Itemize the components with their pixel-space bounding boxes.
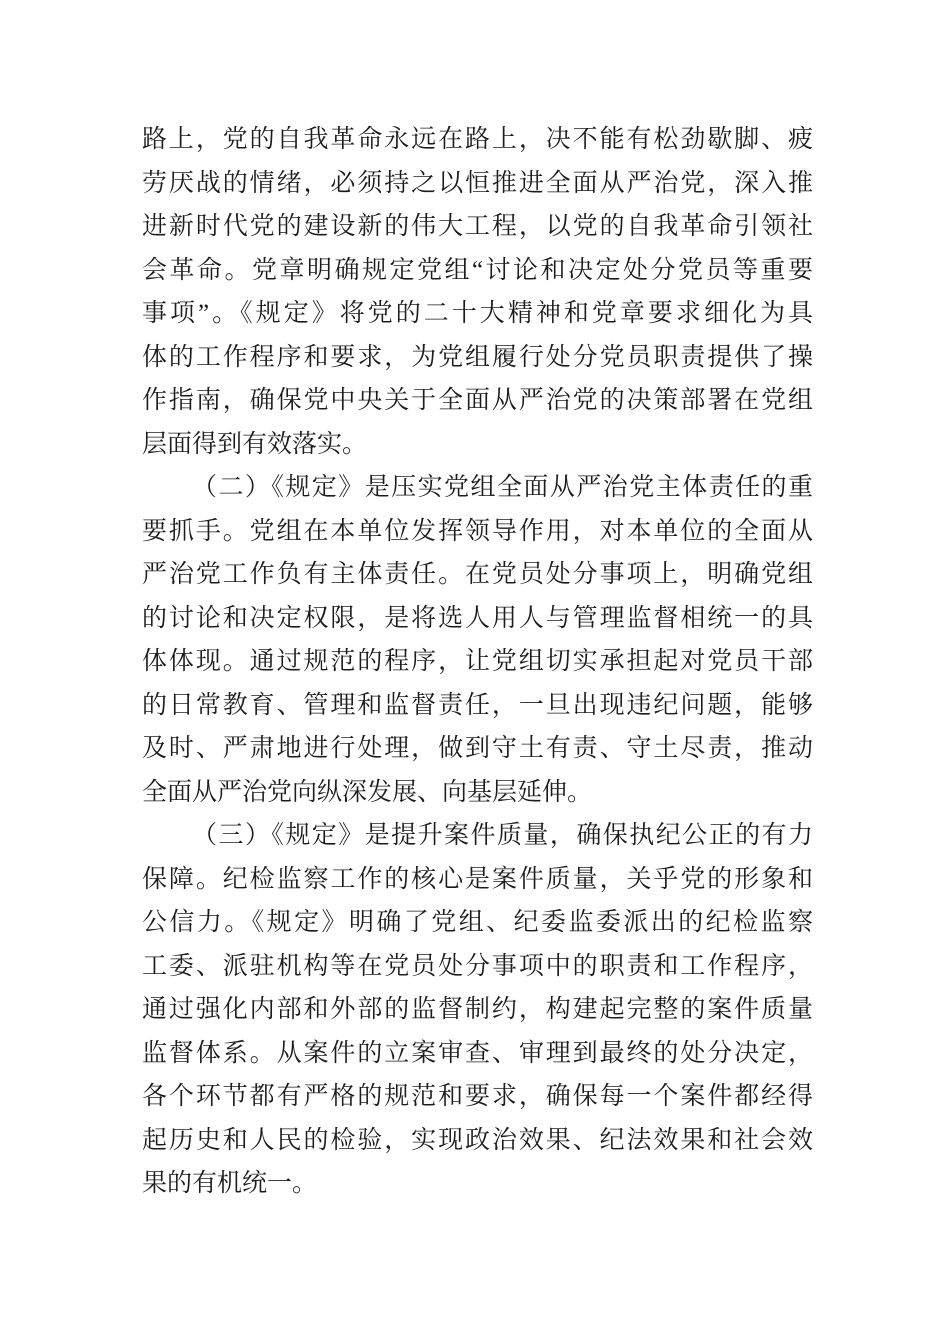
text-line: 体体现。通过规范的程序，让党组切实承担起对党员干部: [142, 648, 813, 675]
text-line: 进新时代党的建设新的伟大工程，以党的自我革命引领社: [142, 213, 813, 240]
text-line: 起历史和人民的检验，实现政治效果、纪法效果和社会效: [142, 1126, 813, 1154]
text-line: 各个环节都有严格的规范和要求，确保每一个案件都经得: [142, 1083, 813, 1110]
text-line: 作指南，确保党中央关于全面从严治党的决策部署在党组: [142, 387, 813, 414]
text-line: 保障。纪检监察工作的核心是案件质量，关乎党的形象和: [142, 865, 813, 893]
text-line: 公信力。《规定》明确了党组、纪委监委派出的纪检监察: [142, 909, 813, 936]
text-line: 严治党工作负有主体责任。在党员处分事项上，明确党组: [142, 561, 813, 588]
text-line: 监督体系。从案件的立案审查、审理到最终的处分决定，: [142, 1039, 813, 1067]
text-line: 体的工作程序和要求，为党组履行处分党员职责提供了操: [142, 343, 813, 371]
document-body: [142, 118, 813, 1206]
text-line: （二）《规定》是压实党组全面从严治党主体责任的重: [192, 474, 813, 501]
text-line: 的日常教育、管理和监督责任，一旦出现违纪问题，能够: [142, 691, 813, 719]
text-line: 劳厌战的情绪，必须持之以恒推进全面从严治党，深入推: [142, 169, 813, 197]
text-line: 全面从严治党向纵深发展、向基层延伸。: [142, 778, 593, 806]
text-line: 路上，党的自我革命永远在路上，决不能有松劲歇脚、疲: [142, 126, 813, 153]
text-line: 及时、严肃地进行处理，做到守土有责、守土尽责，推动: [142, 735, 813, 762]
paragraph-item-two: [142, 466, 813, 814]
text-line: 的讨论和决定权限，是将选人用人与管理监督相统一的具: [142, 604, 813, 632]
paragraph-item-three: [142, 814, 813, 1206]
text-line: 层面得到有效落实。: [142, 430, 368, 458]
text-line: 事项”。《规定》将党的二十大精神和党章要求细化为具: [142, 300, 813, 327]
text-line: 会革命。党章明确规定党组“讨论和决定处分党员等重要: [142, 256, 813, 284]
text-line: 通过强化内部和外部的监督制约，构建起完整的案件质量: [142, 996, 813, 1023]
text-line: （三）《规定》是提升案件质量，确保执纪公正的有力: [192, 822, 813, 849]
paragraph-continuation: [142, 118, 813, 466]
text-line: 要抓手。党组在本单位发挥领导作用，对本单位的全面从: [142, 517, 813, 545]
text-line: 工委、派驻机构等在党员处分事项中的职责和工作程序，: [142, 952, 813, 980]
text-line: 果的有机统一。: [142, 1170, 318, 1197]
